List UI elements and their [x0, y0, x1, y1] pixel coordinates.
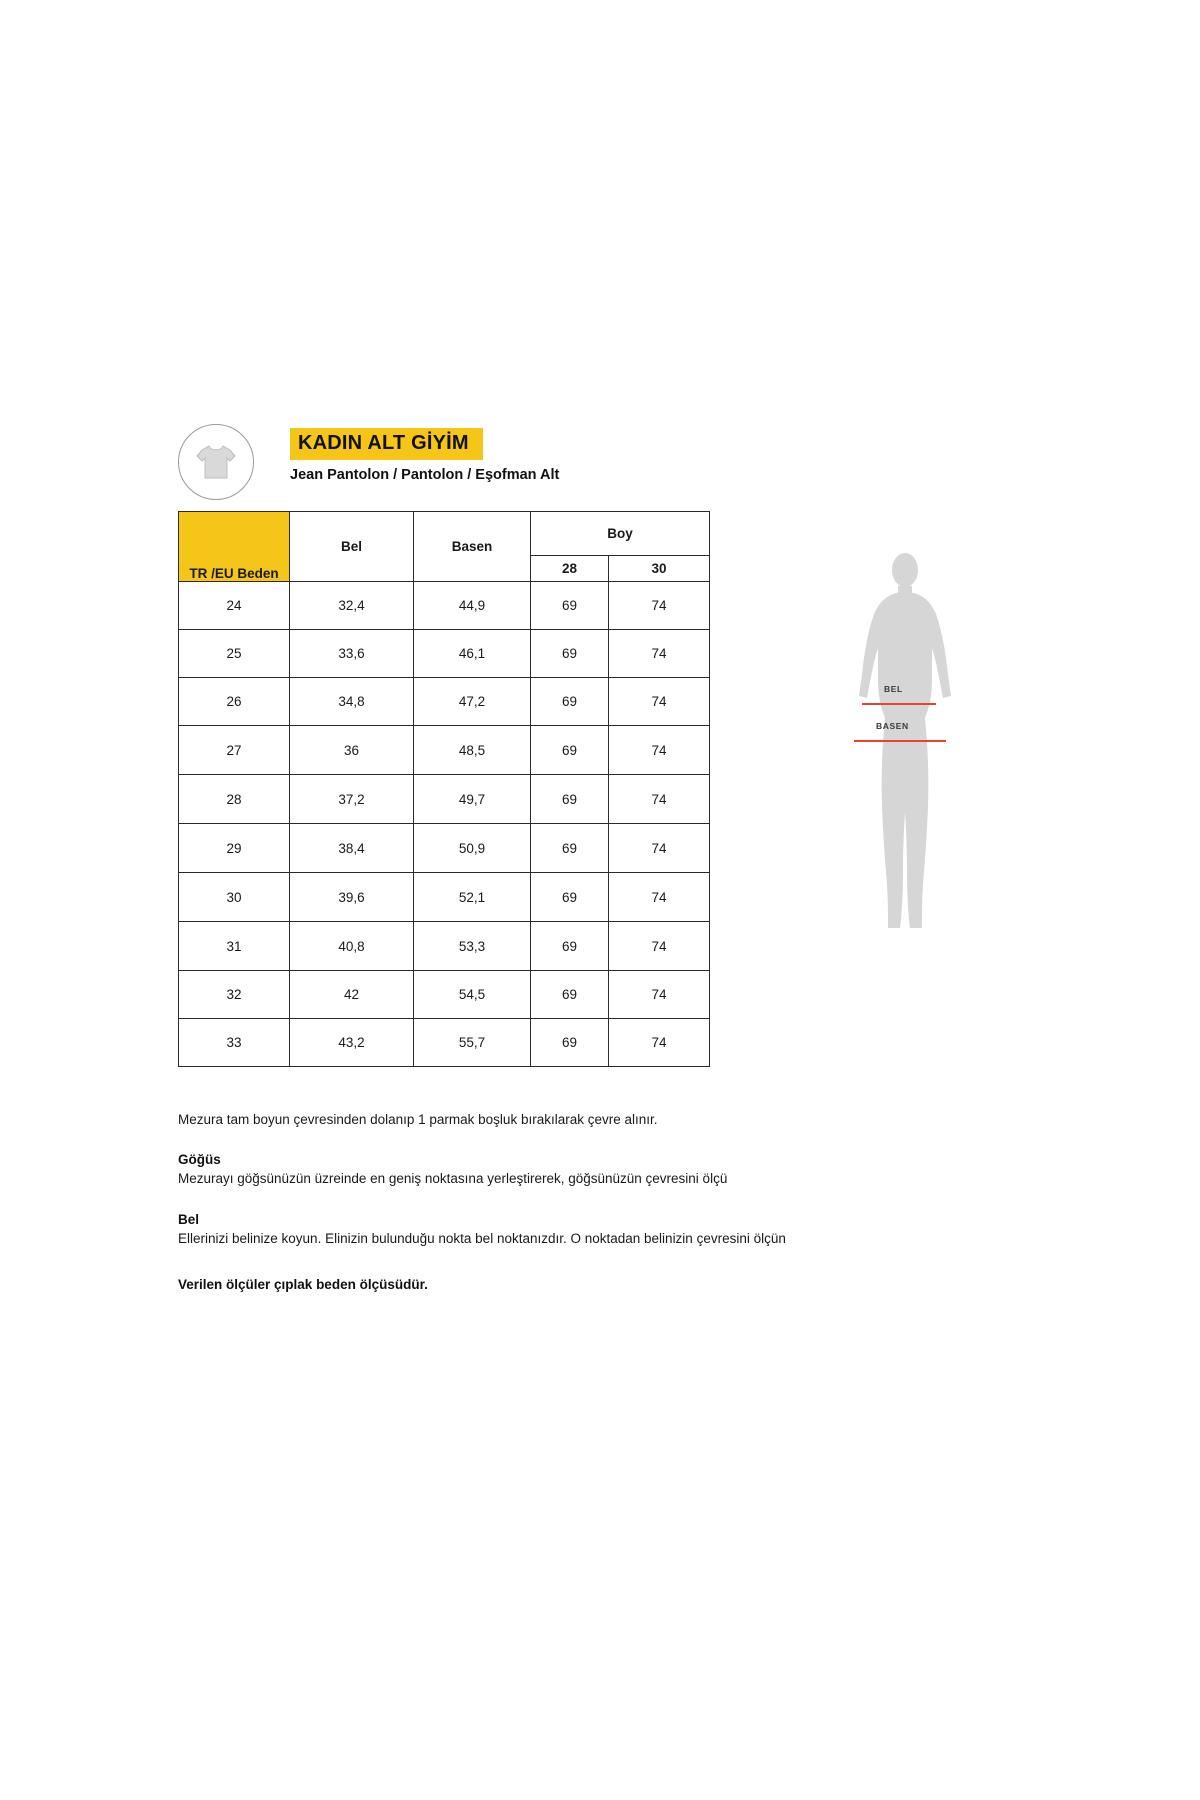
waist-label: BEL [884, 684, 903, 694]
body-silhouette-icon [840, 548, 970, 948]
cell-size: 32 [179, 971, 290, 1019]
cell-bel: 33,6 [290, 630, 414, 678]
note-heading-gogus: Göğüs [178, 1152, 221, 1168]
table-header-row [179, 512, 710, 556]
cell-boy-30: 74 [609, 726, 710, 775]
cell-basen: 50,9 [414, 824, 531, 873]
table-body [179, 582, 710, 1067]
cell-boy-28: 69 [531, 582, 609, 630]
hip-marker-line [854, 740, 946, 742]
table-row [179, 582, 710, 630]
waist-marker-line [862, 703, 936, 705]
cell-bel: 40,8 [290, 922, 414, 971]
title-block [290, 428, 559, 483]
cell-boy-30: 74 [609, 775, 710, 824]
page-title: KADIN ALT GİYİM [290, 428, 483, 460]
cell-bel: 43,2 [290, 1019, 414, 1067]
tshirt-icon [178, 424, 254, 500]
table-row [179, 971, 710, 1019]
note-intro: Mezura tam boyun çevresinden dolanıp 1 parmak boşluk bırakılarak çevre alınır. [178, 1112, 658, 1127]
cell-size: 33 [179, 1019, 290, 1067]
cell-boy-28: 69 [531, 873, 609, 922]
note-footer: Verilen ölçüler çıplak beden ölçüsüdür. [178, 1276, 428, 1292]
table-row [179, 726, 710, 775]
cell-size: 31 [179, 922, 290, 971]
cell-boy-28: 69 [531, 630, 609, 678]
column-header-boy: Boy [531, 512, 710, 556]
cell-basen: 47,2 [414, 678, 531, 726]
cell-basen: 44,9 [414, 582, 531, 630]
cell-basen: 53,3 [414, 922, 531, 971]
cell-boy-28: 69 [531, 775, 609, 824]
cell-boy-30: 74 [609, 630, 710, 678]
cell-bel: 37,2 [290, 775, 414, 824]
table-row [179, 678, 710, 726]
note-heading-bel: Bel [178, 1211, 200, 1227]
cell-bel: 42 [290, 971, 414, 1019]
table-row [179, 873, 710, 922]
cell-basen: 52,1 [414, 873, 531, 922]
page-subtitle: Jean Pantolon / Pantolon / Eşofman Alt [290, 467, 560, 483]
cell-boy-30: 74 [609, 873, 710, 922]
cell-bel: 32,4 [290, 582, 414, 630]
cell-size: 26 [179, 678, 290, 726]
column-header-boy-28: 28 [531, 556, 609, 582]
cell-boy-28: 69 [531, 1019, 609, 1067]
measurement-notes [178, 1110, 878, 1292]
cell-bel: 36 [290, 726, 414, 775]
cell-boy-30: 74 [609, 678, 710, 726]
table-row [179, 824, 710, 873]
hip-label: BASEN [876, 721, 909, 731]
cell-boy-30: 74 [609, 824, 710, 873]
cell-size: 30 [179, 873, 290, 922]
table-row [179, 922, 710, 971]
cell-boy-30: 74 [609, 971, 710, 1019]
header [178, 424, 638, 492]
cell-size: 28 [179, 775, 290, 824]
cell-boy-28: 69 [531, 971, 609, 1019]
cell-boy-30: 74 [609, 1019, 710, 1067]
tshirt-glyph [194, 443, 238, 483]
column-header-basen: Basen [414, 512, 531, 582]
cell-boy-30: 74 [609, 582, 710, 630]
cell-boy-28: 69 [531, 824, 609, 873]
cell-basen: 55,7 [414, 1019, 531, 1067]
cell-boy-30: 74 [609, 922, 710, 971]
note-text-gogus: Mezurayı göğsünüzün üzreinde en geniş noktasına yerleştirerek, göğsünüzün çevresini ölçü [178, 1171, 728, 1187]
note-text-bel: Ellerinizi belinize koyun. Elinizin bulunduğu nokta bel noktanızdır. O noktadan belinizin çevresini ölçün [178, 1230, 786, 1246]
column-header-boy-30: 30 [609, 556, 710, 582]
cell-basen: 48,5 [414, 726, 531, 775]
column-header-bel: Bel [290, 512, 414, 582]
cell-basen: 54,5 [414, 971, 531, 1019]
cell-basen: 46,1 [414, 630, 531, 678]
cell-size: 25 [179, 630, 290, 678]
table-row [179, 1019, 710, 1067]
female-body-silhouette [840, 548, 970, 948]
cell-size: 27 [179, 726, 290, 775]
size-table [178, 511, 710, 1067]
cell-bel: 39,6 [290, 873, 414, 922]
cell-size: 24 [179, 582, 290, 630]
cell-boy-28: 69 [531, 678, 609, 726]
table-row [179, 775, 710, 824]
cell-size: 29 [179, 824, 290, 873]
cell-boy-28: 69 [531, 922, 609, 971]
cell-bel: 34,8 [290, 678, 414, 726]
column-header-size: TR /EU Beden [179, 512, 290, 582]
cell-boy-28: 69 [531, 726, 609, 775]
table-row [179, 630, 710, 678]
cell-basen: 49,7 [414, 775, 531, 824]
cell-bel: 38,4 [290, 824, 414, 873]
